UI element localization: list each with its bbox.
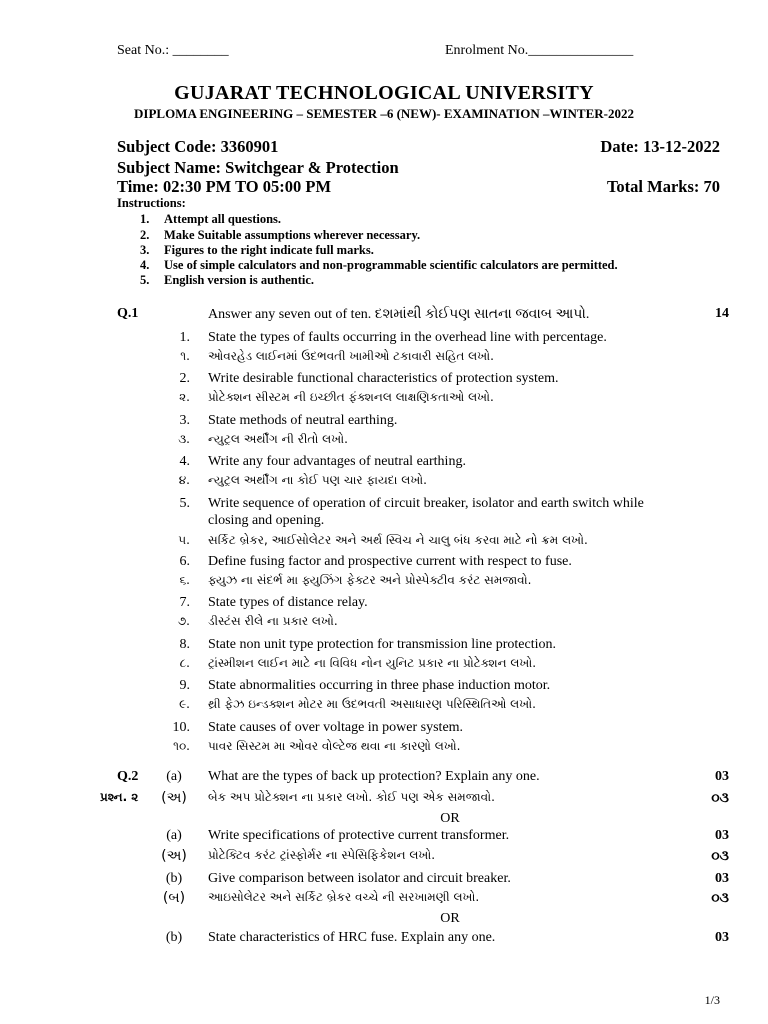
item-number: 3.	[179, 413, 190, 428]
item-number: ૧.	[180, 349, 190, 363]
list-item-gujarati	[0, 573, 768, 593]
item-number: 5.	[179, 496, 190, 511]
enrolment-number: Enrolment No._______________	[445, 43, 634, 58]
exam-title: DIPLOMA ENGINEERING – SEMESTER –6 (NEW)- EXAMINATION –WINTER-2022	[134, 106, 634, 121]
question-marks: 03	[715, 828, 729, 843]
item-text: થ્રી ફેઝ ઇન્ડક્શન મોટર મા ઉદભવતી અસાધારણ પરિસ્થિતિઓ લખો.	[208, 697, 536, 711]
item-number: ૭.	[177, 614, 190, 628]
question-marks: 03	[715, 871, 729, 886]
item-text: State methods of neutral earthing.	[208, 413, 398, 428]
item-number: ૪.	[178, 473, 190, 487]
item-text: Write sequence of operation of circuit breaker, isolator and earth switch while	[208, 496, 644, 511]
or-separator: OR	[440, 911, 460, 926]
item-number: ૨.	[179, 390, 190, 404]
question-marks: 03	[715, 930, 729, 945]
question-text: What are the types of back up protection? Explain any one.	[208, 769, 540, 784]
question-text: Give comparison between isolator and circuit breaker.	[208, 871, 511, 886]
item-text: State abnormalities occurring in three phase induction motor.	[208, 678, 551, 693]
item-text: State causes of over voltage in power system.	[208, 720, 464, 735]
instructions-heading: Instructions:	[117, 196, 186, 210]
item-number: ૬.	[179, 573, 190, 587]
item-number: 6.	[179, 554, 190, 569]
item-text: પાવર સિસ્ટમ મા ઓવર વોલ્ટેજ થવા ના કારણો લખો.	[208, 739, 461, 753]
seat-number: Seat No.: ________	[117, 43, 229, 58]
question-text: Write specifications of protective current transformer.	[208, 828, 510, 843]
question-1-marks: 14	[715, 306, 729, 321]
item-number: ૧૦.	[173, 739, 190, 753]
sub-label: (અ)	[161, 790, 187, 806]
list-item-gujarati	[0, 473, 768, 493]
instruction-item: 5. English version is authentic.	[140, 273, 315, 287]
item-number: 8.	[179, 637, 190, 652]
sub-label: (અ)	[161, 848, 187, 864]
item-text: Write desirable functional characteristics of protection system.	[208, 371, 559, 386]
list-item-gujarati	[0, 656, 768, 676]
sub-label: (a)	[166, 828, 182, 843]
list-item	[0, 637, 768, 657]
instruction-item: 3. Figures to the right indicate full marks.	[140, 243, 374, 257]
or-separator: OR	[440, 811, 460, 826]
item-number: 10.	[172, 720, 190, 735]
item-number: 4.	[179, 454, 190, 469]
question-text-gujarati: આઇસોલેટર અને સર્કિટ બ્રેકર વચ્ચે ની સરખામણી લખો.	[208, 890, 480, 904]
sub-label: (a)	[166, 769, 182, 784]
question-2-label: Q.2	[117, 769, 139, 784]
list-item	[0, 413, 768, 433]
subject-code: Subject Code: 3360901	[117, 137, 279, 156]
list-item-gujarati	[0, 349, 768, 369]
item-text: ન્યુટ્રલ અર્થીંગ ની રીતો લખો.	[208, 432, 348, 446]
page-number: 1/3	[704, 993, 720, 1007]
list-item-continuation	[0, 513, 768, 533]
item-text: ઓવરહેડ લાઈનમાં ઉદભવતી ખામીઓ ટકાવારી સહિત લખો.	[208, 349, 494, 363]
university-title: GUJARAT TECHNOLOGICAL UNIVERSITY	[174, 82, 594, 104]
item-text: State the types of faults occurring in the overhead line with percentage.	[208, 330, 607, 345]
list-item	[0, 720, 768, 740]
question-text-gujarati: પ્રોટેક્ટિવ કરંટ ટ્રાંસ્ફોર્મર ના સ્પેસિફિકેશન લખો.	[208, 848, 436, 862]
item-text: Write any four advantages of neutral earthing.	[208, 454, 466, 469]
list-item-gujarati	[0, 390, 768, 410]
list-item-gujarati	[0, 697, 768, 717]
question-text-gujarati: બેક અપ પ્રોટેક્શન ના પ્રકાર લખો. કોઈ પણ એક સમજાવો.	[208, 790, 495, 804]
exam-date: Date: 13-12-2022	[600, 137, 720, 156]
list-item	[0, 454, 768, 474]
question-marks: 03	[715, 769, 729, 784]
instruction-item: 2. Make Suitable assumptions wherever necessary.	[140, 228, 421, 242]
item-text: ટ્રાંસ્મીશન લાઈન માટે ના વિવિધ નોન યુનિટ પ્રકાર ના પ્રોટેક્શન લખો.	[208, 656, 537, 670]
item-number: ૩.	[178, 432, 190, 446]
list-item-gujarati	[0, 614, 768, 634]
question-marks: ૦૩	[711, 848, 729, 864]
instruction-item: 1. Attempt all questions.	[140, 212, 282, 226]
item-text: State types of distance relay.	[208, 595, 368, 610]
instruction-item: 4. Use of simple calculators and non-programmable scientific calculators are permitted.	[140, 258, 618, 272]
item-text: Define fusing factor and prospective current with respect to fuse.	[208, 554, 572, 569]
item-text: સર્કિટ બ્રેકર, આઈસોલેટર અને અર્થ સ્વિચ ને ચાલુ બંધ કરવા માટે નો ક્રમ લખો.	[208, 533, 588, 547]
question-text: State characteristics of HRC fuse. Explain any one.	[208, 930, 496, 945]
item-text: ડીસ્ટંસ રીલે ના પ્રકાર લખો.	[208, 614, 338, 628]
item-text: ફ્યુઝ ના સંદર્ભ મા ફ્યુઝિંગ ફેક્ટર અને પ્રોસ્પેક્ટીવ કરંટ સમજાવો.	[208, 573, 532, 587]
list-item	[0, 371, 768, 391]
list-item-gujarati	[0, 739, 768, 759]
sub-label: (બ)	[162, 890, 186, 906]
question-marks: ૦૩	[711, 890, 729, 906]
item-number: 7.	[179, 595, 190, 610]
item-text: State non unit type protection for transmission line protection.	[208, 637, 556, 652]
question-1-label: Q.1	[117, 306, 139, 321]
subject-name: Subject Name: Switchgear & Protection	[117, 158, 399, 177]
item-number: ૮.	[179, 656, 190, 670]
question-2-label-gujarati: પ્રશ્ન. ૨	[100, 790, 139, 804]
list-item-gujarati	[0, 432, 768, 452]
list-item	[0, 678, 768, 698]
item-number: 2.	[179, 371, 190, 386]
sub-label: (b)	[165, 871, 183, 886]
item-number: ૯.	[179, 697, 190, 711]
list-item	[0, 554, 768, 574]
item-number: 9.	[179, 678, 190, 693]
list-item	[0, 595, 768, 615]
item-text: ન્યુટ્રલ અર્થીંગ ના કોઈ પણ ચાર ફાયદા લખો.	[208, 473, 428, 487]
list-item-gujarati	[0, 533, 768, 553]
item-text: closing and opening.	[208, 513, 325, 528]
list-item	[0, 330, 768, 350]
question-marks: ૦૩	[711, 790, 729, 806]
question-1-instruction: Answer any seven out of ten. દશમાંથી કોઈપણ સાતના જવાબ આપો.	[208, 307, 590, 322]
sub-label: (b)	[165, 930, 183, 945]
item-number: 1.	[179, 330, 190, 345]
item-text: પ્રોટેક્શન સીસ્ટમ ની ઇચ્છીત ફંક્શનલ લાક્ષણિકતાઓ લખો.	[208, 390, 494, 404]
exam-time: Time: 02:30 PM TO 05:00 PM	[117, 177, 332, 196]
total-marks: Total Marks: 70	[606, 177, 720, 196]
item-number: ૫.	[178, 533, 190, 547]
